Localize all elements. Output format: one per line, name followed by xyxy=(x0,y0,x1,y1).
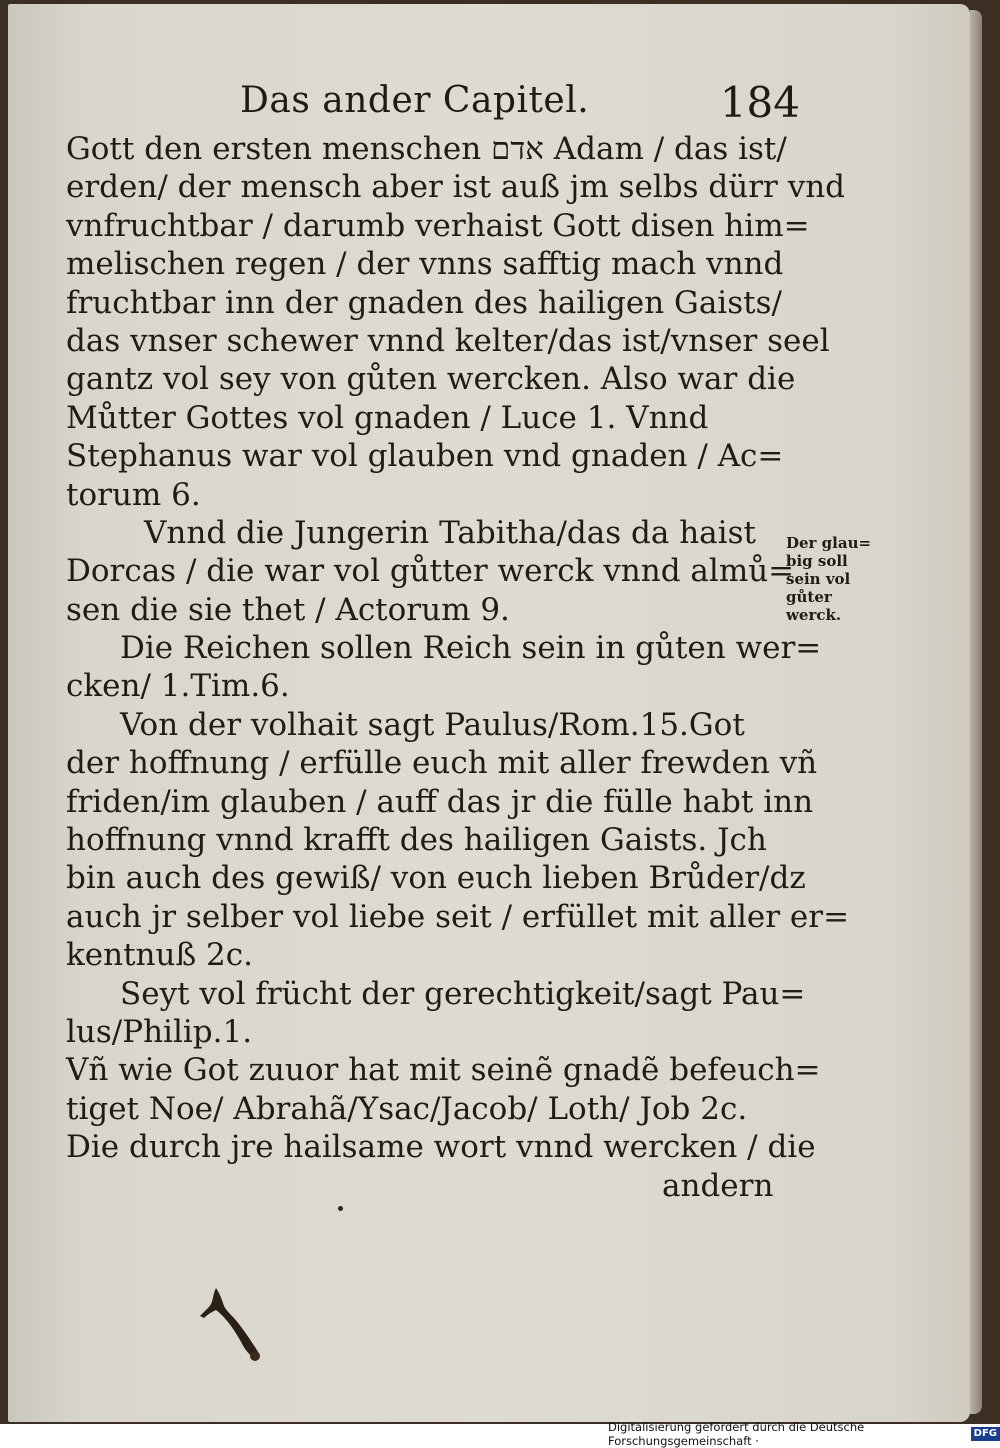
dfg-logo: DFG xyxy=(971,1427,1000,1441)
text-line: Vnnd die Jungerin Tabitha/das da haist xyxy=(144,514,756,551)
text-line: hoffnung vnnd krafft des hailigen Gaists. Jch xyxy=(66,822,767,859)
footer-credit: Digitalisierung gefördert durch die Deutsche Forschungsgemeinschaft · xyxy=(608,1420,865,1448)
digitization-footer xyxy=(608,1420,1000,1448)
ink-stain-mark xyxy=(198,1286,268,1366)
text-line: Stephanus war vol glauben vnd gnaden / Ac= xyxy=(66,438,784,475)
text-line: gantz vol sey von gůten wercken. Also war die xyxy=(66,361,796,398)
text-line: torum 6. xyxy=(66,476,201,513)
text-line: vnfruchtbar / darumb verhaist Gott disen him= xyxy=(66,207,810,244)
text-line: Gott den ersten menschen אדם Adam / das ist/ xyxy=(66,131,787,167)
marginal-note xyxy=(786,534,896,624)
text-line: Von der volhait sagt Paulus/Rom.15.Got xyxy=(120,706,745,743)
text-line: erden/ der mensch aber ist auß jm selbs dürr vnd xyxy=(66,169,846,206)
text-line: Dorcas / die war vol gůtter werck vnnd almů= xyxy=(66,553,795,590)
marginal-note-line: sein vol xyxy=(786,570,851,588)
text-line: lus/Philip.1. xyxy=(66,1013,253,1050)
text-line: Seyt vol frücht der gerechtigkeit/sagt Pau= xyxy=(120,975,806,1012)
text-line: Můtter Gottes vol gnaden / Luce 1. Vnnd xyxy=(66,399,709,436)
text-line: friden/im glauben / auff das jr die fülle habt inn xyxy=(66,783,814,820)
text-line: Die durch jre hailsame wort vnnd wercken / die xyxy=(66,1129,816,1166)
text-line: Vñ wie Got zuuor hat mit seinẽ gnadẽ befeuch= xyxy=(66,1052,821,1089)
ink-dot xyxy=(338,1206,343,1211)
text-line: cken/ 1.Tim.6. xyxy=(66,668,290,705)
marginal-note-line: werck. xyxy=(786,606,842,624)
text-line: kentnuß 2c. xyxy=(66,937,253,974)
marginal-note-line: gůter xyxy=(786,588,832,606)
text-line: tiget Noe/ Abrahã/Ysac/Jacob/ Loth/ Job 2c. xyxy=(66,1090,748,1127)
text-line: auch jr selber vol liebe seit / erfüllet mit aller er= xyxy=(66,898,850,935)
running-head: Das ander Capitel. xyxy=(240,80,590,121)
page-edge xyxy=(970,10,982,1414)
page-number: 184 xyxy=(719,78,800,127)
catchword: andern xyxy=(662,1167,774,1204)
text-line: bin auch des gewiß/ von euch lieben Brůder/dz xyxy=(66,860,806,897)
page-header xyxy=(240,80,800,130)
marginal-note-line: big soll xyxy=(786,552,848,570)
text-line: Die Reichen sollen Reich sein in gůten wer= xyxy=(120,630,822,667)
text-line: sen die sie thet / Actorum 9. xyxy=(66,591,510,628)
text-line: fruchtbar inn der gnaden des hailigen Gaists/ xyxy=(66,284,782,321)
text-line: das vnser schewer vnnd kelter/das ist/vnser seel xyxy=(66,322,830,359)
text-line: melischen regen / der vnns safftig mach vnnd xyxy=(66,246,784,283)
marginal-note-line: Der glau= xyxy=(786,534,872,552)
text-line: der hoffnung / erfülle euch mit aller frewden vñ xyxy=(66,745,818,782)
